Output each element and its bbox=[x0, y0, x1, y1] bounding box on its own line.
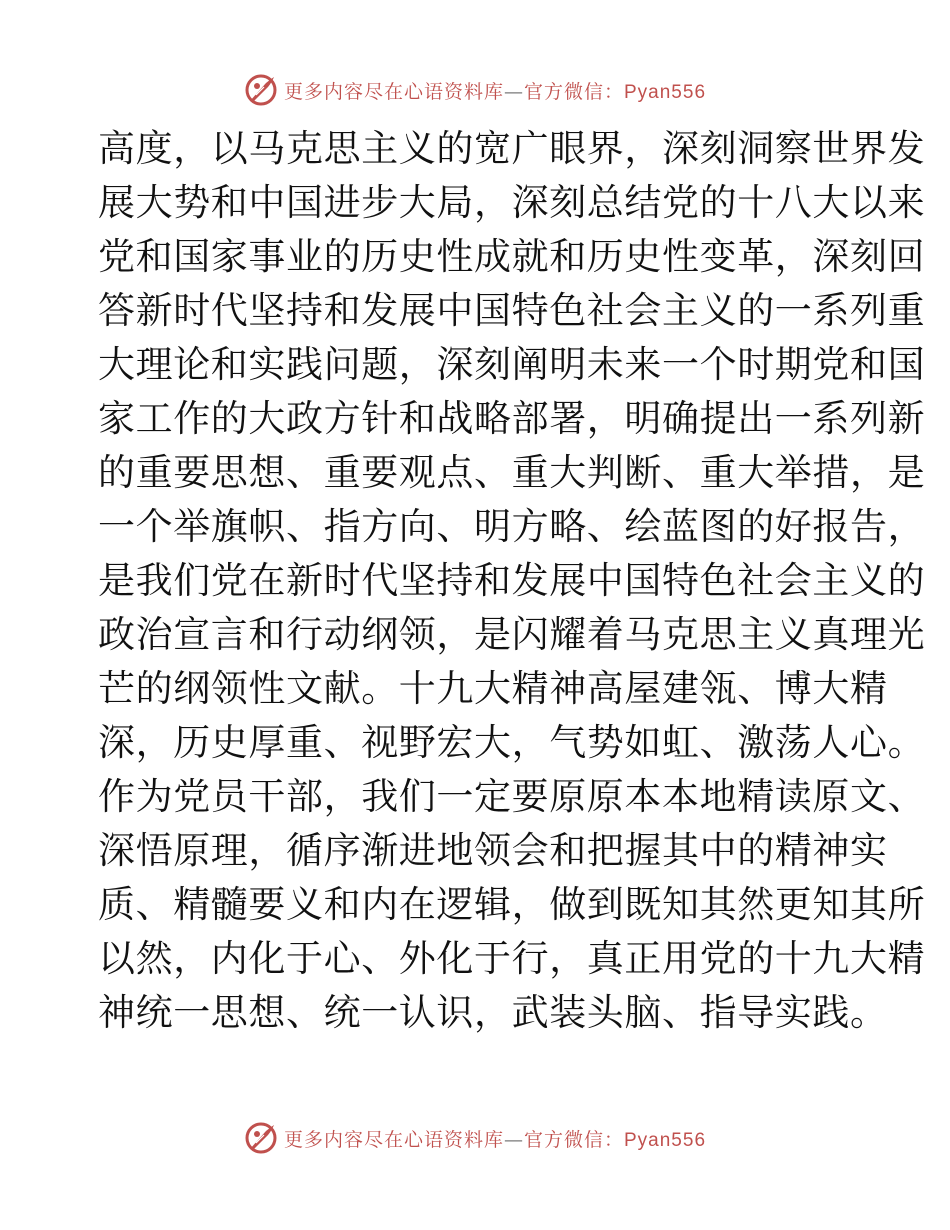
footer-banner-main: 更多内容尽在心语资料库 bbox=[283, 1128, 504, 1151]
text-line: 家工作的大政方针和战略部署，明确提出一系列新 bbox=[98, 397, 926, 440]
header-banner-contact: 官方微信： bbox=[523, 80, 624, 103]
header-banner-contact-id: Pyan556 bbox=[624, 81, 707, 103]
header-banner-dash: — bbox=[503, 80, 524, 103]
footer-banner-text bbox=[284, 1125, 706, 1152]
text-line: 答新时代坚持和发展中国特色社会主义的一系列重 bbox=[98, 289, 926, 332]
text-line: 是我们党在新时代坚持和发展中国特色社会主义的 bbox=[98, 559, 926, 602]
header-banner-text bbox=[284, 77, 706, 104]
feather-pen-logo-icon bbox=[244, 1121, 278, 1155]
text-line: 深，历史厚重、视野宏大，气势如虹、激荡人心。 bbox=[98, 721, 926, 764]
footer-banner-dash: — bbox=[503, 1128, 524, 1151]
text-line: 作为党员干部，我们一定要原原本本地精读原文、 bbox=[98, 775, 926, 818]
text-line: 高度，以马克思主义的宽广眼界，深刻洞察世界发 bbox=[98, 127, 926, 170]
text-line: 质、精髓要义和内在逻辑，做到既知其然更知其所 bbox=[98, 883, 926, 926]
text-line: 党和国家事业的历史性成就和历史性变革，深刻回 bbox=[98, 235, 926, 278]
feather-pen-logo-icon bbox=[244, 73, 278, 107]
text-line: 芒的纲领性文献。十九大精神高屋建瓴、博大精 bbox=[98, 667, 888, 710]
text-line: 的重要思想、重要观点、重大判断、重大举措，是 bbox=[98, 451, 926, 494]
body-text bbox=[98, 122, 926, 1040]
text-line: 神统一思想、统一认识，武装头脑、指导实践。 bbox=[98, 991, 888, 1034]
text-line: 大理论和实践问题，深刻阐明未来一个时期党和国 bbox=[98, 343, 926, 386]
text-line: 展大势和中国进步大局，深刻总结党的十八大以来 bbox=[98, 181, 926, 224]
header-banner bbox=[0, 70, 950, 110]
footer-banner-contact: 官方微信： bbox=[523, 1128, 624, 1151]
text-line: 以然，内化于心、外化于行，真正用党的十九大精 bbox=[98, 937, 926, 980]
header-banner-main: 更多内容尽在心语资料库 bbox=[283, 80, 504, 103]
footer-banner-contact-id: Pyan556 bbox=[624, 1129, 707, 1151]
text-line: 一个举旗帜、指方向、明方略、绘蓝图的好报告， bbox=[98, 505, 926, 548]
text-line: 深悟原理，循序渐进地领会和把握其中的精神实 bbox=[98, 829, 888, 872]
footer-banner bbox=[0, 1118, 950, 1158]
text-line: 政治宣言和行动纲领，是闪耀着马克思主义真理光 bbox=[98, 613, 926, 656]
